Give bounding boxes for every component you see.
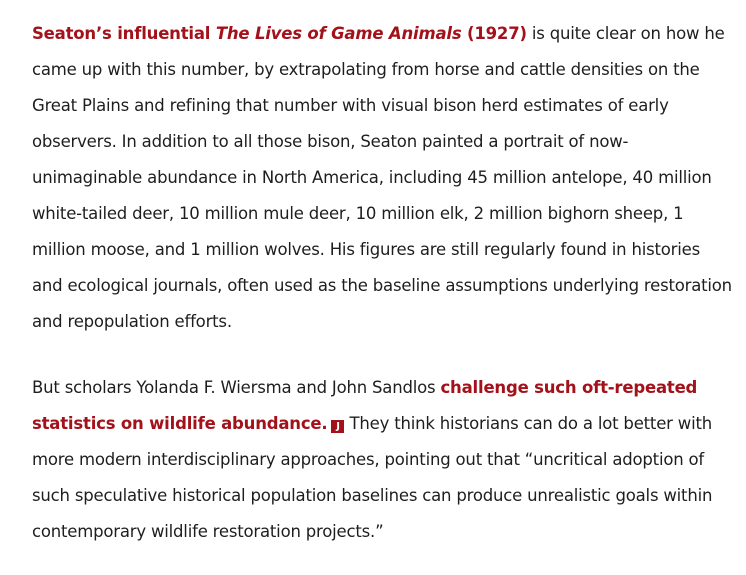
paragraph-2-intro: But scholars Yolanda F. Wiersma and John Sandlos (32, 378, 441, 397)
paragraph-1 (32, 16, 732, 340)
article-body (32, 16, 732, 550)
book-link[interactable] (32, 24, 527, 43)
paragraph-2-text: They think historians can do a lot better with more modern interdisciplinary approaches, pointing out that “uncritical adoption of such speculative historical population baselines can produce unrealistic goals within contemporary wildlife restoration projects.” (32, 414, 713, 541)
paragraph-1-text: is quite clear on how he came up with this number, by extrapolating from horse and cattle densities on the Great Plains and refining that number with visual bison herd estimates of early observers. In addition to all those bison, Seaton painted a portrait of now-unimaginable abundance in North America, including 45 million antelope, 40 million white-tailed deer, 10 million mule deer, 10 million elk, 2 million bighorn sheep, 1 million moose, and 1 million wolves. His figures are still regularly found in histories and ecological journals, often used as the baseline assumptions underlying restoration and repopulation efforts. (32, 24, 732, 331)
article-link[interactable]: challenge such oft-repeated statistics on wildlife abundance. (32, 378, 698, 433)
paragraph-2 (32, 370, 732, 550)
book-title[interactable]: The Lives of Game Animals (215, 24, 462, 43)
book-link-suffix[interactable]: (1927) (461, 24, 527, 43)
book-link-prefix[interactable]: Seaton’s influential (32, 24, 216, 43)
jstor-icon[interactable]: J (331, 420, 344, 433)
